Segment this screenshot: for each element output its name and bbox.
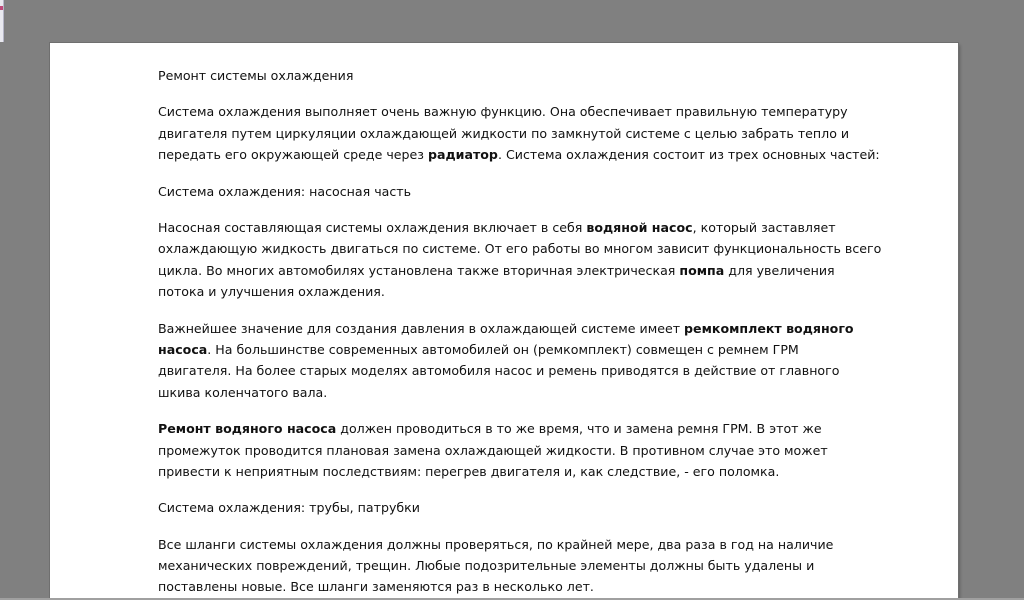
paragraph-line (158, 534, 858, 555)
text-span: двигателя путем циркуляции охлаждающей жидкости по замкнутой системе с целью забрать тепло и (158, 125, 850, 141)
text-span: . Система охлаждения состоит из трех основных частей: (497, 147, 880, 163)
bold-text: помпа (679, 262, 725, 278)
text-span: . На большинстве современных автомобилей он (ремкомплект) совмещен с ремнем ГРМ (207, 341, 799, 357)
bold-text: Ремонт водяного насоса (158, 421, 337, 437)
text-span: потока и улучшения охлаждения. (158, 284, 385, 300)
text-span: для увеличения (724, 262, 835, 278)
paragraph-line (158, 440, 858, 461)
paragraph-line (158, 382, 858, 403)
text-span: промежуток проводится плановая замена охлаждающей жидкости. В противном случае это может (158, 442, 828, 458)
text-span: должен проводиться в то же время, что и замена ремня ГРМ. В этот же (336, 421, 822, 437)
paragraph-line (158, 144, 880, 165)
text-span: привести к неприятным последствиям: перегрев двигателя и, как следствие, - его поломка. (158, 463, 780, 479)
paragraph-hoses (158, 534, 858, 598)
paragraph-line (158, 555, 858, 576)
paragraph-line (158, 360, 858, 381)
text-span: , который заставляет (692, 219, 836, 235)
paragraph-pump-part (158, 217, 882, 303)
text-span: охлаждающую жидкость двигаться по системе. От его работы во многом зависит функциональность всего (158, 241, 882, 257)
paragraph-pump-repair (158, 418, 858, 482)
window-corner-mark (0, 0, 4, 42)
text-span: Важнейшее значение для создания давления в охлаждающей системе имеет (158, 320, 685, 336)
bold-text: радиатор (427, 147, 498, 163)
bold-text: ремкомплект водяного (684, 320, 854, 336)
text-span: шкива коленчатого вала. (158, 384, 328, 400)
bold-text: водяной насос (586, 219, 693, 235)
text-span: Система охлаждения выполняет очень важную функцию. Она обеспечивает правильную температуру (158, 104, 848, 120)
paragraph-line (158, 281, 858, 302)
text-span: Насосная составляющая системы охлаждения включает в себя (158, 219, 587, 235)
paragraph-cooling-system (158, 101, 880, 165)
text-span: передать его окружающей среде через (158, 147, 428, 163)
paragraph-line (158, 101, 858, 122)
paragraph-line (158, 318, 858, 339)
text-span: Все шланги системы охлаждения должны проверяться, по крайней мере, два раза в год на наличие (158, 536, 834, 552)
document-title: Ремонт системы охлаждения (158, 68, 354, 83)
text-span: цикла. Во многих автомобилях установлена также вторичная электрическая (158, 262, 680, 278)
paragraph-line (158, 238, 882, 259)
text-span: поставлены новые. Все шланги заменяются раз в несколько лет. (158, 579, 594, 595)
document-content (158, 65, 882, 600)
section-heading-pipes: Система охлаждения: трубы, патрубки (158, 500, 420, 516)
paragraph-repair-kit (158, 318, 858, 404)
paragraph-line (158, 418, 858, 439)
paragraph-line (158, 217, 858, 238)
paragraph-line (158, 461, 858, 482)
document-page (50, 43, 958, 600)
paragraph-line (158, 123, 858, 144)
paragraph-line (158, 260, 858, 281)
bold-text: насоса (158, 341, 208, 357)
paragraph-line (158, 576, 858, 597)
text-span: двигателя. На более старых моделях автомобиля насос и ремень приводятся в действие от главного (158, 363, 840, 379)
paragraph-line (158, 339, 858, 360)
text-span: механических повреждений, трещин. Любые подозрительные элементы должны быть удалены и (158, 558, 815, 574)
section-heading-pump: Система охлаждения: насосная часть (158, 183, 412, 199)
